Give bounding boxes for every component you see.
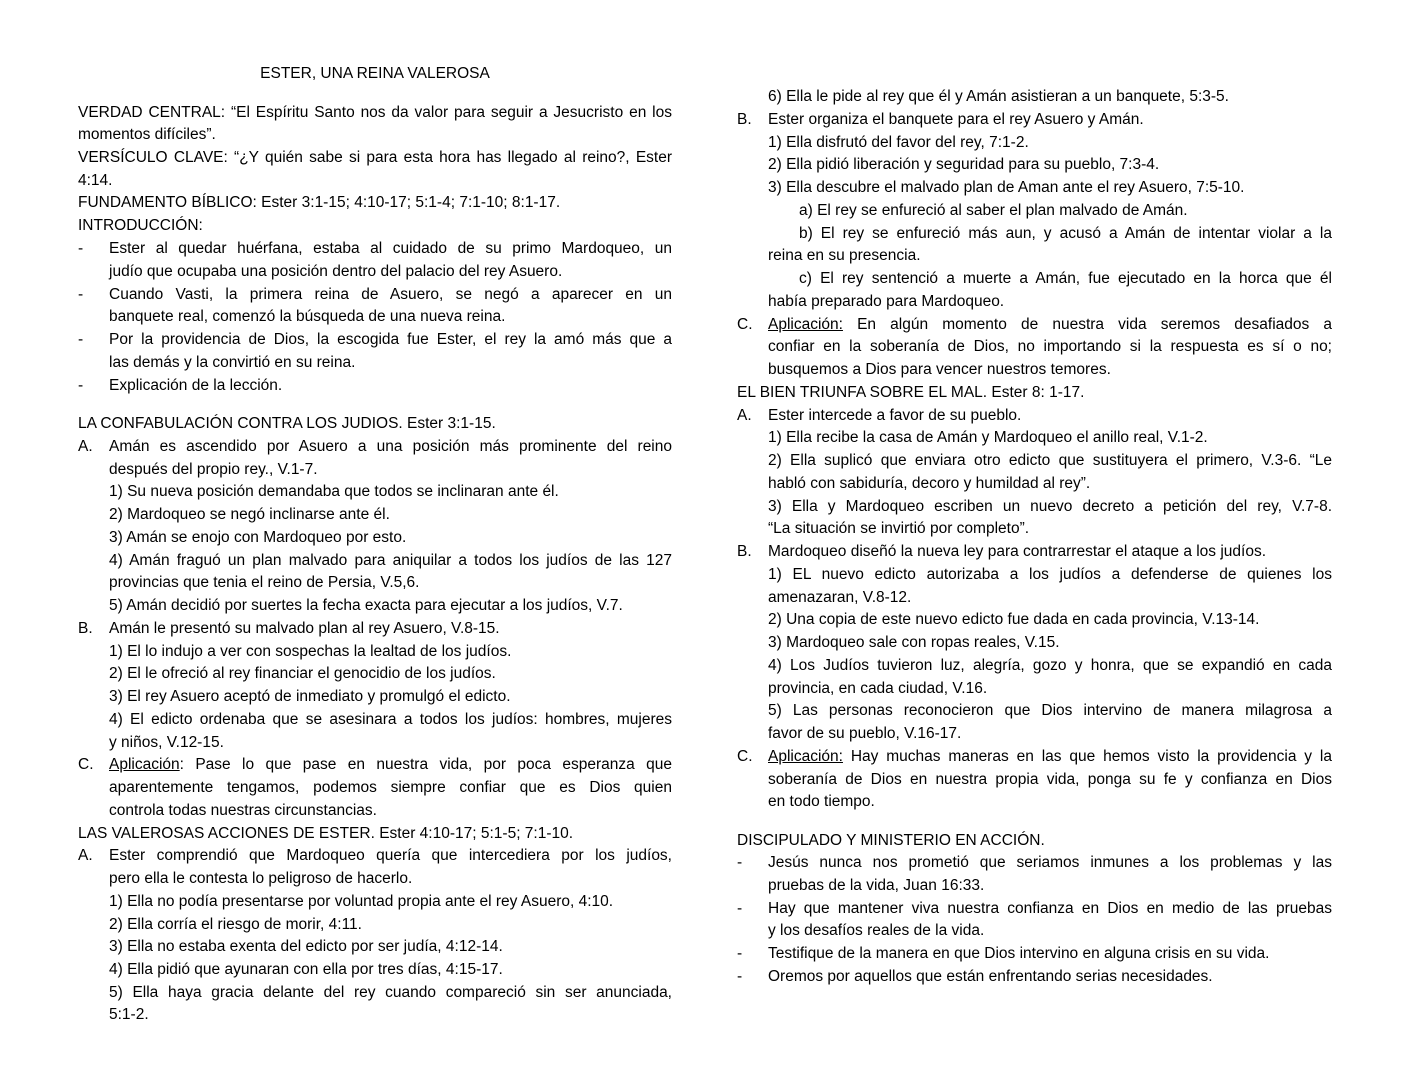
s2c-line-2: confiar en la soberanía de Dios, no importando si la respuesta es sí o no; [768,338,1332,355]
s1b-item: y niños, V.12-15. [109,734,224,751]
s1c-line-2: aparentemente tengamos, podemos siempre confiar que es Dios quien [109,779,672,796]
s1a-item: 1) Su nueva posición demandaba que todos se inclinaran ante él. [109,483,559,500]
section4-title: DISCIPULADO Y MINISTERIO EN ACCIÓN. [737,832,1045,849]
s4-item-3: Testifique de la manera en que Dios intervino en alguna crisis en su vida. [768,945,1270,962]
section2-title: LAS VALEROSAS ACCIONES DE ESTER. Ester 4:10-17; 5:1-5; 7:1-10. [78,825,574,842]
s3c-line-1 [768,747,1332,767]
s2a-item: 1) Ella no podía presentarse por voluntad propia ante el rey Asuero, 4:10. [109,893,614,910]
intro-item-1-line-2: judío que ocupaba una posición dentro del palacio del rey Asuero. [109,263,563,280]
s2b-subitem: b) El rey se enfureció más aun, y acusó a Amán de intentar violar a la [799,225,1332,242]
s4-item-4: Oremos por aquellos que están enfrentando serias necesidades. [768,968,1213,985]
s3c-line-2: soberanía de Dios en nuestra propia vida, ponga su fe y confianza en Dios [768,771,1332,788]
s3b-item: provincia, en cada ciudad, V.16. [768,680,988,697]
marker-b: B. [78,620,93,637]
s3a-item: 2) Ella suplicó que enviara otro edicto que sustituyera el primero, V.3-6. “Le [768,452,1332,469]
s2a-item: 2) Ella corría el riesgo de morir, 4:11. [109,916,362,933]
s2a-item: 4) Ella pidió que ayunaran con ella por tres días, 4:15-17. [109,961,503,978]
intro-item-3-line-2: las demás y la convirtió en su reina. [109,354,356,371]
s2b-item: 3) Ella descubre el malvado plan de Aman ante el rey Asuero, 7:5-10. [768,179,1245,196]
s2a-item-6: 6) Ella le pide al rey que él y Amán asistieran a un banquete, 5:3-5. [768,88,1229,105]
aplicacion-label: Aplicación [109,756,180,773]
versiculo-clave-line-1: VERSÍCULO CLAVE: “¿Y quién sabe si para esta hora has llegado al reino?, Ester [78,149,672,166]
s1b-item: 3) El rey Asuero aceptó de inmediato y promulgó el edicto. [109,688,511,705]
marker-a: A. [737,407,752,424]
s3b-item: favor de su pueblo, V.16-17. [768,725,962,742]
s1a-item: provincias que tenia el reino de Persia, V.5,6. [109,574,420,591]
s2b-line: Ester organiza el banquete para el rey Asuero y Amán. [768,111,1144,128]
s4-item-2-line-2: y los desafíos reales de la vida. [768,922,985,939]
section3-title: EL BIEN TRIUNFA SOBRE EL MAL. Ester 8: 1-17. [737,384,1085,401]
bullet-dash: - [737,968,743,985]
s1b-item: 1) El lo indujo a ver con sospechas la lealtad de los judíos. [109,643,512,660]
verdad-central-line-2: momentos difíciles”. [78,126,216,143]
bullet-dash: - [737,945,743,962]
s2b-subitem: c) El rey sentenció a muerte a Amán, fue ejecutado en la horca que él [799,270,1332,287]
intro-item-2-line-1: Cuando Vasti, la primera reina de Asuero, se negó a aparecer en un [109,286,672,303]
s3a-line: Ester intercede a favor de su pueblo. [768,407,1022,424]
s1b-item: 2) El le ofreció al rey financiar el genocidio de los judíos. [109,665,496,682]
s2a-line-1: Ester comprendió que Mardoqueo quería que intercediera por los judíos, [109,847,672,864]
s1b-item: 4) El edicto ordenaba que se asesinara a todos los judíos: hombres, mujeres [109,711,672,728]
s2c-line-1 [768,315,1332,335]
marker-b: B. [737,111,752,128]
fundamento-biblico: FUNDAMENTO BÍBLICO: Ester 3:1-15; 4:10-17; 5:1-4; 7:1-10; 8:1-17. [78,194,561,211]
s4-item-1-line-2: pruebas de la vida, Juan 16:33. [768,877,985,894]
bullet-dash: - [78,377,84,394]
versiculo-clave-line-2: 4:14. [78,172,113,189]
bullet-dash: - [78,331,84,348]
s3c-line-3: en todo tiempo. [768,793,875,810]
s3a-item: 3) Ella y Mardoqueo escriben un nuevo decreto a petición del rey, V.7-8. [768,498,1332,515]
bullet-dash: - [78,240,84,257]
s2a-item: 5) Ella haya gracia delante del rey cuando compareció sin ser anunciada, [109,984,672,1001]
s3a-item: habló con sabiduría, decoro y humildad al rey”. [768,475,1091,492]
s3b-item: 4) Los Judíos tuvieron luz, alegría, gozo y honra, que se expandió en cada [768,657,1332,674]
s1a-line-2: después del propio rey., V.1-7. [109,461,318,478]
s3b-item: 2) Una copia de este nuevo edicto fue dada en cada provincia, V.13-14. [768,611,1260,628]
s3b-line: Mardoqueo diseñó la nueva ley para contrarrestar el ataque a los judíos. [768,543,1267,560]
s1a-item: 5) Amán decidió por suertes la fecha exacta para ejecutar a los judíos, V.7. [109,597,623,614]
s2c-line-3: busquemos a Dios para vencer nuestros temores. [768,361,1111,378]
s4-item-1-line-1: Jesús nunca nos prometió que seriamos inmunes a los problemas y las [768,854,1332,871]
intro-item-3-line-1: Por la providencia de Dios, la escogida fue Ester, el rey la amó más que a [109,331,672,348]
s4-item-2-line-1: Hay que mantener viva nuestra confianza en Dios en medio de las pruebas [768,900,1332,917]
marker-c: C. [737,748,753,765]
s3b-item: 3) Mardoqueo sale con ropas reales, V.15. [768,634,1060,651]
bullet-dash: - [78,286,84,303]
marker-c: C. [737,316,753,333]
s3b-item: 5) Las personas reconocieron que Dios intervino de manera milagrosa a [768,702,1332,719]
intro-item-2-line-2: banquete real, comenzó la búsqueda de una nueva reina. [109,308,506,325]
intro-item-4: Explicación de la lección. [109,377,283,394]
s3b-item: 1) EL nuevo edicto autorizaba a los judíos a defenderse de quienes los [768,566,1332,583]
s2a-item: 3) Ella no estaba exenta del edicto por ser judía, 4:12-14. [109,938,503,955]
s2b-subitem: reina en su presencia. [768,247,921,264]
aplicacion-label: Aplicación: [768,316,843,333]
introduccion-heading: INTRODUCCIÓN: [78,217,203,234]
intro-item-1-line-1: Ester al quedar huérfana, estaba al cuidado de su primo Mardoqueo, un [109,240,672,257]
marker-b: B. [737,543,752,560]
s1b-line: Amán le presentó su malvado plan al rey Asuero, V.8-15. [109,620,500,637]
s3c-text: Hay muchas maneras en las que hemos visto la providencia y la [842,748,1332,765]
s2b-subitem: a) El rey se enfureció al saber el plan malvado de Amán. [799,202,1188,219]
s1c-text: : Pase lo que pase en nuestra vida, por poca esperanza que [179,756,672,773]
s1a-line-1: Amán es ascendido por Asuero a una posición más prominente del reino [109,438,672,455]
verdad-central-line-1: VERDAD CENTRAL: “El Espíritu Santo nos da valor para seguir a Jesucristo en los [78,104,672,121]
s2a-item: 5:1-2. [109,1006,149,1023]
s2a-line-2: pero ella le contesta lo peligroso de hacerlo. [109,870,413,887]
bullet-dash: - [737,854,743,871]
bullet-dash: - [737,900,743,917]
s2b-item: 2) Ella pidió liberación y seguridad para su pueblo, 7:3-4. [768,156,1160,173]
marker-c: C. [78,756,94,773]
section1-title: LA CONFABULACIÓN CONTRA LOS JUDIOS. Ester 3:1-15. [78,415,496,432]
s1c-line-3: controla todas nuestras circunstancias. [109,802,377,819]
s2b-item: 1) Ella disfrutó del favor del rey, 7:1-2. [768,134,1029,151]
marker-a: A. [78,438,93,455]
s1a-item: 3) Amán se enojo con Mardoqueo por esto. [109,529,407,546]
aplicacion-label: Aplicación: [768,748,843,765]
s2c-text: En algún momento de nuestra vida seremos desafiados a [842,316,1332,333]
s1c-line-1 [109,755,672,775]
s2b-subitem: había preparado para Mardoqueo. [768,293,1005,310]
s1a-item: 2) Mardoqueo se negó inclinarse ante él. [109,506,390,523]
s3b-item: amenazaran, V.8-12. [768,589,912,606]
marker-a: A. [78,847,93,864]
s3a-item: 1) Ella recibe la casa de Amán y Mardoqueo el anillo real, V.1-2. [768,429,1208,446]
document-title: ESTER, UNA REINA VALEROSA [260,65,490,82]
s3a-item: “La situación se invirtió por completo”. [768,520,1030,537]
s1a-item: 4) Amán fraguó un plan malvado para aniquilar a todos los judíos de las 127 [109,552,672,569]
